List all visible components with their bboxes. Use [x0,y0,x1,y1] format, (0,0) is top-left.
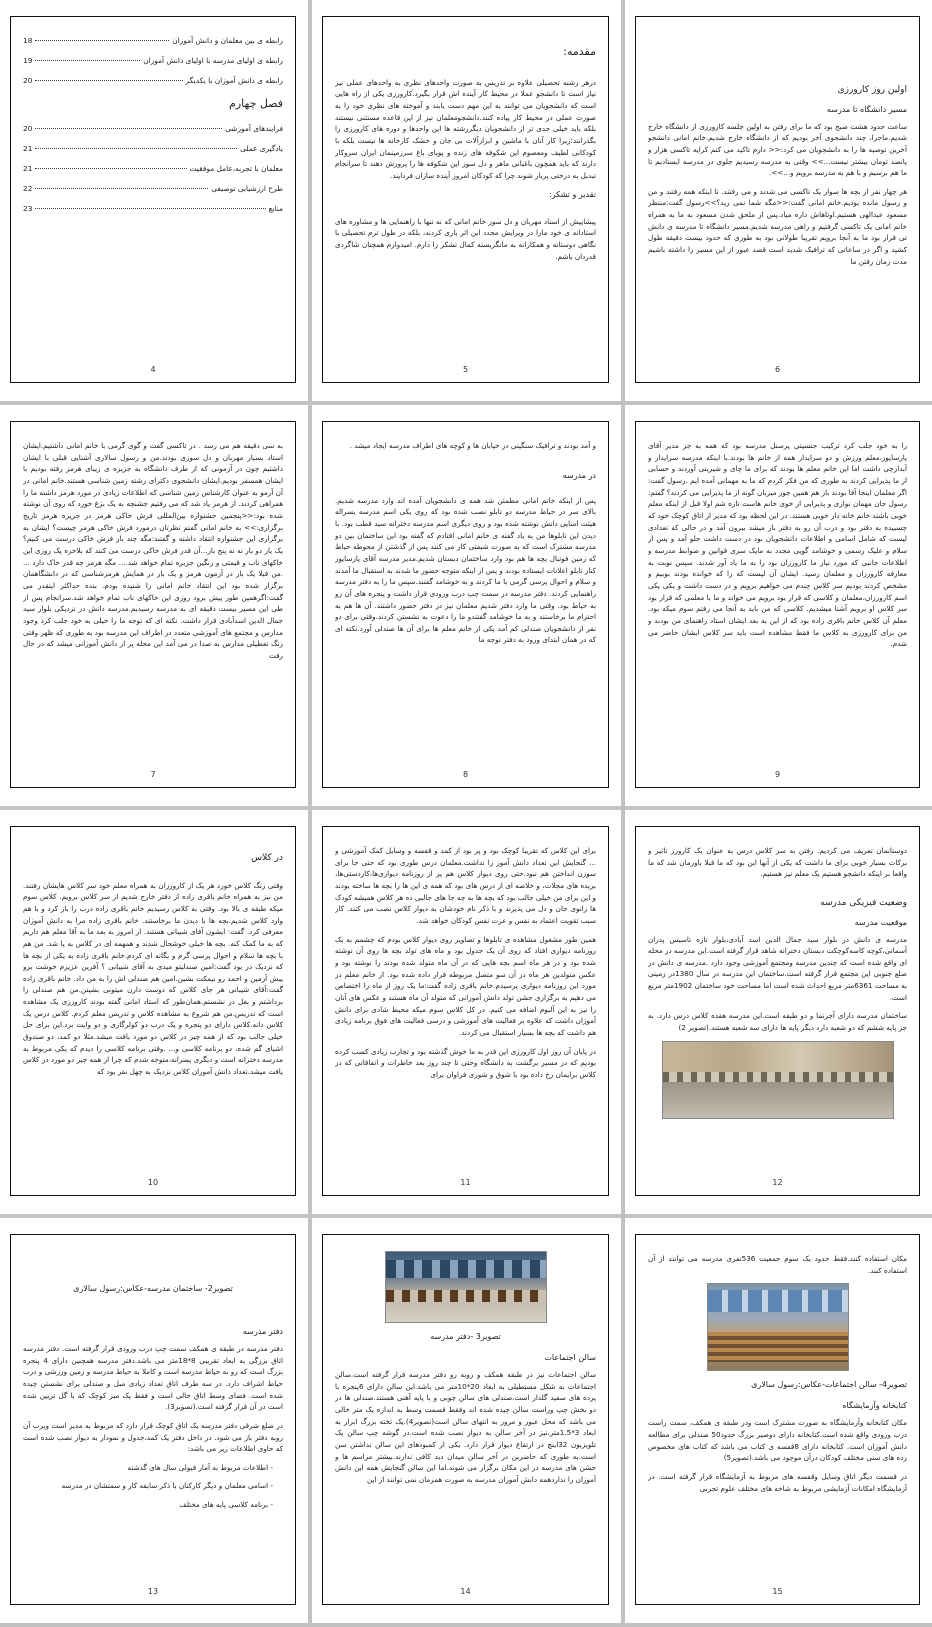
toc-entry-page: 20 [23,75,33,85]
page-number: 6 [774,365,781,374]
paragraph: مکان استفاده کنند.فقط حدود یک سوم جمعیت 536نفری مدرسه می توانند از آن استفاده کنند. [648,1254,907,1275]
page-frame [322,826,609,1196]
page-number: 14 [460,1587,471,1596]
page-number: 11 [460,1178,471,1187]
toc-dot-leader [35,128,222,129]
section-heading: وضعیت فیزیکی مدرسه [820,897,907,908]
paragraph: همین طور مشغول مشاهده ی تابلوها و تصاویر روی دیوار کلاس بودم که چشمم به یک روزنامه دیواری افتاد که روی آن یک جدول بود و ماه های تولد بچه ها روی آن نوشته شده بود و در هر ماه اسم بچه هایی که در آن ماه متولد شده بودند را نوشته بود و عکس متولدین هر ماه در آن سو متصل مربوطه قرار داده شده بود. از خانم معلم در مورد این روزنامه دیواری پرسیدم.خانم باقری زاده گفت:ما یک روز از ماه را اختصاص می دهیم به برگزاری جشن تولد دانش آموزانی که متولد آن ماه هستند و عکس های آنان را نیز به این آلبوم اضافه می کنیم. در کل کلاس سوم میکه محیط شادی برای دانش آموزان داشت که علاوه بر فعالیت های آموزشی و درسی فعالیت های فوق برنامه زیادی هم داشت که بچه ها بسیار استقبال می کردند. [335,934,596,1037]
toc-dot-leader [35,208,265,209]
toc-dot-leader [35,60,140,61]
toc-entry-page: 22 [23,183,33,193]
page-content [335,845,596,1171]
paragraph: را به خود جلب کرد ترکیب جنسیتی پرسنل مدرسه بود که همه به جز مدیر آقای پارسایور،معلم ورزش و دو سرایدار همه از خانم ها بودند.با اینکه مدرسه سرایدار و آبدارچی داشت اما این خانم معلم ها بودند که برای ما چای و شیرینی آوردند و حسابی از ما پذیرایی کردند به طوری که من فکر کردم که ما به مهمانی آمده ایم .رسول گفت: اگر معلمان اینجا آقا بودند باز هم همین جور میزبان گونه از ما پذیرایی می کردند؟ گفتم: رسول جان مهمان نوازی و پذیرایی از خوی خانم هاست تازه شم اولا قبل از اینکه معلم خوبی باشند خانم خانه دار خوبی هستند. در این لحظه بود که مدیر از اتاق کوچک خود که چسبیده به دفتر بود و درب آن رو به دفتر باز میشد بیرون آمد و در حالی که تعدادی لیست که شامل اسامی و اطلاعات دانشجویان بود در دست داشت جلو آمد و پس از سلام و علیک رسمی و خوشامد گویی مجدد به مایک سری قوانین و ضوابط مدرسه و اطلاعات جانبی که مورد نیاز ما کارورزان بود را به ما یاد آور شدند. سپس نوبت به معارفه کارورزان و معلمان رسید. ایشان آن لیست که را که خوانده بودند بوبیم و مشخص کردند بودیم سر کلاس چندم می خواهیم برویم و در دست داشت و یکی یکی اسم کارورزان،معلمان و کلاسی که قرار بود برویم می خواند و ما با معلمی که قرار بود سر کلاس او برویم آشنا میشدیم. کلاسی که من باید به آنجا می رفتم سوم میکه بود. معلم آن کلاس خانم باقری زاده بود که از این به بعد ایشان استاد راهنمای من بودند و من برای کارورزی به کلاس ما فقط مشاهده است باید سر کلاس ایشان حاضر می شدم. [648,441,907,649]
paragraph: پیشاپیش از اسناد مهربان و دل سوز خانم امانی که نه تنها با راهنمایی ها و مشاوره های استادانه ی خود مارا در ویرایش مجدد این اثر یاری کردند، بلکه در طول ترم تحصیلی با نگاهی دوستانه و همکارانه به مانگریسته کمال تشکر را دارم. امیدوارم همچنان شاگردی قدردان باشم. [335,216,596,261]
page-frame [322,1234,609,1605]
toc-dot-leader [35,80,182,81]
toc-dot-leader [35,188,208,189]
toc-entry-title: رابطه ی اولیای مدرسه با اولیای دانش آموزان [143,55,283,65]
toc-entry[interactable] [23,35,283,47]
toc-entry-title: منابع [268,203,283,213]
toc-dot-leader [35,168,186,169]
toc-entry-page: 21 [23,163,33,173]
toc-entry[interactable] [23,203,283,215]
page-14[interactable] [312,1218,625,1627]
section-subheading: سالن اجتماعات [544,1352,596,1362]
toc-dot-leader [35,40,169,41]
page-frame [322,421,609,788]
toc-entry-title: رابطه ی دانش آموزان با یکدیگر [185,75,283,85]
page-10[interactable] [0,810,312,1218]
page-content [648,845,907,1171]
list-item: - اطلاعات مربوط به آمار قبولی سال های گذشته [127,1462,273,1472]
page-15[interactable] [625,1218,932,1627]
paragraph: در ضلع شرقی دفتر مدرسه یک اتاق کوچک قرار دارد که مربوط به مدیر است وبرب آن روبه دفتر باز می شود. در داخل دفتر یک کمد،جدول و نمودار به دیوار نصب شده است که حاوی اطلاعات زیر می باشد: [23,1420,283,1454]
page-content [23,440,283,763]
toc-entry-title: رابطه ی بین معلمان و دانش آموزان [172,36,283,45]
list-item: - برنامه کلاسی پایه های مختلف [179,1500,273,1510]
page-content [23,845,283,1171]
school-building-photo [662,1041,894,1119]
page-frame [635,16,920,383]
page-11[interactable] [312,810,625,1218]
section-heading: اولین روز کارورزی [837,85,907,95]
page-number: 15 [772,1587,783,1596]
page-number: 12 [772,1178,783,1187]
section-heading: مقدمه: [563,45,596,58]
paragraph: دفتر مدرسه در طبقه ی همکف سمت چپ درب ورودی قرار گرفته است. دفتر مدرسه اتاق بزرگی به ابعاد تقریبی 8*18متر می باشد.دفتر مدرسه همچنین دارای 4 پنجره بزرگ است که رو به حیاط مدرسه است و کاملا به حیاط مدرسه و زمین ورزشی و درب حیاط اشراف دارد. در سه طرف اتاق تعداد زیادی مبل و صندلی برای نشستن چیده شده است. فضای وسط اتاق خالی است و فقط یک میز کوچک که با گل تزیین شده است در آن قرار گرفته است.(تصویر3). [23,1343,283,1412]
page-frame [10,1234,296,1605]
page-number: 7 [150,770,156,779]
page-number: 4 [150,365,156,374]
page-content [23,1275,283,1580]
page-frame [10,16,296,383]
chapter-heading: فصل چهارم [229,96,283,110]
section-subheading: دفتر مدرسه [242,1326,283,1336]
toc-entry-title: طرح ارزشیابی توصیفی [211,183,283,193]
figure-caption: تصویر3 -دفتر مدرسه [430,1332,501,1341]
paragraph: مکان کتابخانه وآزمایشگاه به صورت مشترک است ودر طبقه ی همکف، سمت راست درب ورودی واقع شده است.کتابخانه دارای دوصیر بزرگ حدود50 صندلی برای مطالعه دانش آموزان است. کتابخانه دارای 8قفسه ی کتاب می باشد که کتاب های مخصوص رده های سنی مختلف کودکان درآن موجود می باشد.(تصویر5) [648,1418,907,1463]
section-heading: در کلاس [251,853,283,863]
figure-caption: تصویر4- سالن اجتماعات-عکاس:رسول سالاری [751,1380,907,1390]
page-number: 5 [462,365,469,374]
section-subheading: در مدرسه [562,470,596,480]
paragraph: برای این کلاس که تقریبا کوچک بود و پر بود از کمد و قفسه و وسایل کمک آموزشی و ... گنجایش این تعداد دانش آموز را نداشت.معلمان درس طوری بود که حتی جا برای سوزن انداختن هم نبود.حتی روی دیوار کلاس هم پر از روزنامه دیواری‌ها،کاردستی‌ها، بریده های مجلات، و خلاصه ای از درس های بود که همه ی این ها را بچه ها ساخته بودند و این برای من خیلی جالب بود که بچه ها به چه جا های جالبی ده هر کلاس همیشه کودک ها زانوی جان و دل می پذیرند و با ذکر نام خودشان به دیوار کلاس نصب می کنند. کار سبب تقویت اعتماد به نفس و عزت نفس کودکان خواهد شد. [335,846,596,925]
toc-dot-leader [35,148,237,149]
toc-entry-page: 21 [23,143,33,153]
page-number: 10 [147,1178,159,1187]
paragraph: مدرسه ی دانش در بلوار سید جمال الدین اسد آبادی،بلوار تازه تاسیس پدران آسمانی،کوچه کاسه‌کوچکت دبستان دخترانه شاهد قرار گرفته است.این مدرسه در محله ای واقع شده است که چندین مدرسه ومجتمع آموزشی وجود دارد .مدرسه ی دانش در ضلع جنوبی این مجتمع قرار گرفته است.ساختمان این مدرسه در سال 1380در زمینی به مساحت 6361متر مربع احداث شده است اما مساحت خود ساختمان 1902متر مربع است. [648,934,907,1002]
paragraph: وقتی زنگ کلاس خورد هر یک از کارورزان به همراه معلم خود سر کلاس هایشان رفتند. من نیز به همراه خانم باقری زاده از دفتر خارج شدیم از سر کلاس برویم. کلاس سوم میکه طبقه ی بالا بود. وقتی به کلاس رسیدیم خانم باقری زاده درب را باز کرد و با هم وارد کلاس شدیم.بچه ها با دیدن ما برخاستند. خانم باقری زاده مرا به دانش آموزان معرفی کرد. گفت: ایشون آقای شیبانی هستند. از امروز به بعد ما به آقا معلم هم داریم که به ما کمک کنه. بچه ها خیلی خوشحال شدند و همهمه ای در کلاس به پا شد. من هم با بچه ها سلام و احوال پرسی گرم و یگانه ای کردم.خانم باقری زاده به یکی از بچه ها که نزدیک در بود گفت:امین صندلیتو میدی به آقای شیبانی ؟ آفرین عزیزم خوشت برو پیش آرمین و احمد رو نیمکت بشین.امین هم صندلی اش را به من داد. خانم باقری زاده گفت:آقای شیبانی هر جای کلاس که دوست دارن میتونی بشینن.من هم صندلی را برداشتم و بغل در نشستم.همان‌طور که استاد امانی گفته بودند کارورزی یک مشاهده است که تدریس.من هم شروع به مشاهده کلاس و تدریس معلم کردم. کلاس درس یک کلاس دانه.کلاس دارای دو پنجره و یک درب دو کولرگازی و دو وایت برد.این برای حل خیلی جالب بود که از همه چیز در کلاس دو مورد بافت میشد.مثلا دو کمد، دو صندوق اشیای گم شده، دو برنامه کلاسی و... .وقتی برنامه کلاسی را دیدم که یکی مربوط به مدرسه دخترانه است و دیگری پسرانه،متوجه شدم که چرا از همه چیز دو مورد در کلاس یافت میشد.تعداد دانش آموزان کلاس نزدیک به چهل نفر بود که [23,880,283,1077]
page-content [648,1253,907,1580]
paragraph: پس از اینکه خانم امانی مطمئن شد همه ی دانشجویان آمده اند وارد مدرسه شدیم. بالای سر در حیاط مدرسه دو تابلو نصب شده بود که روی یکی اسم مدرسه یسراله هیئت امنایی دانش نوشته شده بود و روی دیگری اسم مدرسه دخترانه سید قطب بود. با دیدن این تابلوها من به یاد گفته ی خانم امانی افتادم که گفته بود این ساختمان بین دو مدرسه مشترک است که به صورت شیفتی کار می کنند پس از گذشتن از محوطه حیاط که زمین فوتبال بچه ها هم بود وارد ساختمان دبستان شدیم.مدیر مدرسه آقای پارسایور کنار تابلو اعلانات ایستاده بودند و پس از اینکه متوجه حضور ما شدند به استقبال ما آمدند و سلام و احوال پرسی گرمی با ما کردند و به خوشامد گفتند.سپس ما را به دفتر مدرسه راهنمایی کردند. دفتر مدرسه در سمت چپ درب ورودی قرار داشت و پنجره های آن رو به حیاط بود. وقتی ما وارد دفتر شدیم معلمان نیز در دفتر حضور داشتند. آن ها هم به احترام ما برخاستند و به ما خوشامد گفتندو ما را دعوت به نشستن کردند.وقتی برای دو نفر از دانشجویان صندلی کم آمد یکی از خانم معلم ها برای آن ها صندلی آورد.نکته ای که در همان ابتدای ورود به دفتر توجه ما [335,495,596,645]
paragraph: به سی دقیقه هم می رسد . در تاکسی گفت و گوی گرمی با خانم امانی داشتیم.ایشان استاد بسیار مهربان و دل سوزی بودند.من و رسول سالاری آشنایی قبلی با ایشان داشتیم چون در آزمونی که از طرف دانشگاه به جزیره ی زیبای هرمز رفته بودیم با ایشان همسفر بودیم.ایشان دانشجوی دکترای رشته زمین شناسی هستند.خانم امانی در آن آزمو به عنوان کارشناس زمین شناسی که اطلاعات زیادی در مورد هرمز داشته ما را همراهی کردند. از هرمز یاد شد که می رفتیم جشنچه به یک بزغ خورد که روی آن نوشته شده بود:<<پنجمین جشنواره بین‌المللی فرش خاکی هرمز در جزیره هرمز تاریخ برگزاری:>> به خانم امانی گفتم نظرتان درمورد فرش خاکی هرمز چیست؟ ایشان به برگزاری این جشنواره انتقاد داشته و گفتند:مگه چند بار فرش خاکی درست می کنیم؟ یک بار دو بار نه نه پنج بار...آن قدر فرش خاکی درست می کنند که بلاخره یک روزی این خاکهای ناب و قیمتی و رنگین جزیره تمام خواهد شد.... مگه هرمز چه قدر خاک دارد ... .من قبلا یک بار در آزمون هرمز و یک بار در همایش هرمزشناسی که در دانشگاهمان برگزار شده بود این انتقاد خانم امانی را شنیده بودم. بنده حداکثر اینقدر می گفت:اگرهمین طور پیش برود روزی این خاکهای ناب تمام خواهد شد.سرانجام پس از طی این مسیر بیست دقیقه ای به مدرسه رسیدیم.مدرسه دانش در نزدیکی بلوار سید جمال الدین اسدآبادی قرار داشت. نکته ای که توجه ما را خیلی به خود جلب کرد وجود مدارس و مجتمع های آموزشی متعدد در اطراف این مدرسه بود به طوری که ظهر وقتی زنگ تعطیلی مدارس به صدا در می آمد این محله پر از دانش آموزانی میشد که در حال رفت [23,441,283,660]
page-content [335,1245,596,1580]
paragraph: و آمد بودند و ترافیک سنگینی در خیابان ها و کوچه های اطراف مدرسه ایجاد میشد . [349,441,596,450]
page-frame [635,421,920,788]
page-7[interactable] [0,405,312,810]
toc-entry[interactable] [23,163,283,175]
toc-entry[interactable] [23,123,283,135]
page-frame [635,1234,920,1605]
page-4[interactable] [0,0,312,405]
section-subheading: موقعیت مدرسه [854,917,907,927]
toc-entry-title: یادگیری عملی [240,143,283,153]
paragraph: ساعت حدود هشت صبح بود که ما برای رفتن به اولین جلسه کارورزی از دانشگاه خارج شدیم.ماجرا، چند دانشجوی آخر بودیم که از دانشگاه خارج شدیم.خانم امانی دانشجو آخرین توصیه ها را به دانشجویان می کرد:<< دارم تاکید می کنم کرایه تاکسی هزار و پانصد تومان بیشتر نیست...>> وقتی به مدرسه رسیدیم جلوی در مدرسه ایستادیم تا ما هم برسیم و با هم به مدرسه برویم و...>>. [648,121,907,178]
section-subheading: تقدیر و تشکر: [549,189,596,199]
toc-entry-page: 19 [23,55,33,65]
toc-entry-page: 18 [23,36,33,45]
school-office-photo [385,1251,547,1323]
page-12[interactable] [625,810,932,1218]
page-content [648,77,907,358]
toc-entry[interactable] [23,75,283,87]
table-of-contents [23,35,283,358]
toc-entry[interactable] [23,55,283,67]
paragraph: در قسمت دیگر اتاق وسایل وقفسه های مربوط به آزمایشگاه قرار گرفته است. در آزمایشگاه امکانات آزمایشی مربوط به شاخه های مختلف علوم تجربی [648,1471,907,1493]
paragraph: سالن اجتماعات نیز در طبقه همکف و روبه رو دفتر مدرسه قرار گرفته است.سالن اجتماعات به شکل مستطیلی به ابعاد 20*10متر می باشد.این سالن دارای 6پنجره با پرده های سفید گلدار است.صندلی های سالن چوبی و با پایه آهنی هستند.صندلی ها در دو بخش چپ وراست سالن چیده شده اند وفقط قسمت وسط به اندازه یک متر خالی می باشد که محل عبور و مرور به انتهای سالن است(تصویر4).یک تخته بزرگ ابزار به ابعاد 3*1.5متر،نیز در آخر سالن به دیوار نصب شده است.در گوشه چپ سالن یک تلویزیون 32اینچ در ارتفاع دیوار قرار دارد. یکی از کمبودهای این سالن نداشتن سن است.به طوری که حاضرین در آخر سالن میدان دید کافی ندارند.بیشتر مراسم ها و جشن های مدرسه در این مکان برگزار می شوند.اما این سالن گنجایش همه این دانش آموزان را نداردهمه دانش آموزان مدرسه به صورت همزمان نمی توانند از این [335,1369,596,1484]
page-number: 9 [774,770,781,779]
page-frame [322,16,609,383]
list-item: - اسامی معلمان و دیگر کارکنان با ذکر سابقه کار و سمتشان در مدرسه [61,1481,273,1491]
page-13[interactable] [0,1218,312,1627]
page-number: 13 [147,1587,159,1596]
page-frame [10,826,296,1196]
page-5[interactable] [312,0,625,405]
page-frame [10,421,296,788]
section-subheading: کتابخانه وآزمایشگاه [842,1401,907,1411]
section-subheading: مسیر دانشگاه تا مدرسه [826,104,907,114]
toc-entry-page: 23 [23,203,33,213]
paragraph: در پایان آن روز اول کارورزی این قدر به ما خوش گذشته بود و تجارب زیادی کسب کرده بودیم که در مسیر برگشت به دانشگاه وحتی تا چند روز بعد خاطرات و اتفاقاتی که در کلاس برایمان رخ داده بود با شوق و شوری فراوان برای [335,1046,596,1079]
paragraph: دوستانمان تعریف می کردیم. رفتن به سر کلاس درس به عنوان یک کارورز تاثیر و برکات بسیار خوبی برای ما داشت که یکی از آنها این بود که ما قبلا باورمان شد که ما واقعا بر اینکه دانشجو هستیم یک معلم نیز هستیم. [648,846,907,879]
toc-entry[interactable] [23,143,283,155]
page-9[interactable] [625,405,932,810]
toc-entry-page: 20 [23,123,33,133]
bullet-list [23,1462,283,1511]
toc-entry-title: معلمان با تجربه،عامل موفقیت [189,163,283,173]
assembly-hall-photo [707,1283,849,1371]
page-6[interactable] [625,0,932,405]
page-content [335,440,596,763]
paragraph: ساختمان مدرسه دارای آجرنما و دو طبقه است.این مدرسه هفده کلاس درس دارد. به جز پایه ششم که دو شعبه دارد دیگر پایه ها دارای سه شعبه هستند.(تصویر 2) [648,1011,907,1033]
paragraph: هر چهار نفر از بچه ها سوار یک تاکسی می شدند و می رفتند. تا اینکه همه رفتند و من و رسول مانده بودیم.خانم امانی گفت:<<مگه شما نمی رید؟>>رسول گفت:منتظر مسعود عبدالهی هستیم.اوتاهاش داره میاد.پس از ملحق شدن مسعود به ما به همراه خانم امانی یک تاکسی گرفتیم و راهی مدرسه شدیم.مسیر دانشگاه تا مدرسه ی دانش تی قرار بود ما به آنجا برویم تقریبا طولانی بود به طوری که حدود بیست دقیقه طول کشید و اگر در ساعاتی که ترافیک شدید است قصد عبور از این مسیر را داشته باشیم مدت زمان رفتن ما [648,186,907,266]
figure-caption: تصویر2- ساختمان مدرسه-عکاس:رسول سالاری [73,1284,233,1293]
toc-entry-title: فرایندهای آموزشی [225,123,283,133]
page-8[interactable] [312,405,625,810]
paragraph: درهر رشته تحصیلی علاوه بر تدریس به صورت واحدهای نظری به واحدهای عملی نیز نیاز است تا دانشجو عملا در محیط کار آینده اش قرار بگیرد.کارورزی یکی از راه هایی است که دانشجویان می توانند به این مهم دست یابند و آموخته های نظری خود را به صورت عملی در محیط کار پیاده کنند.دانشجومعلمان نیز از این قاعده مستثنی نیستند بلکه باید خیلی جدی تر از دانشجویان دیگررشته ها این واحدها و دوره های کارورزی را بگذرانند؛زیرا کار آنان با ماشین و ابزارآلات بی جان و خشک کارخانه ها نیست بلکه با کودکانی لطیف ومعصوم این شکوفه های زنده و پویای باغ سرزمینمان ایران سروکار دارند که باید همچون باغبانی ماهر و دل سوز این شکوفه ها را پرورش دهند تا سرانجام تبدیل به درختی پربار شوند.چرا که کودکان امروز آینده سازان فردایند. [335,77,596,181]
page-content [335,35,596,358]
page-number: 8 [462,770,469,779]
toc-entry[interactable] [23,183,283,195]
page-content [648,440,907,763]
page-frame [635,826,920,1196]
